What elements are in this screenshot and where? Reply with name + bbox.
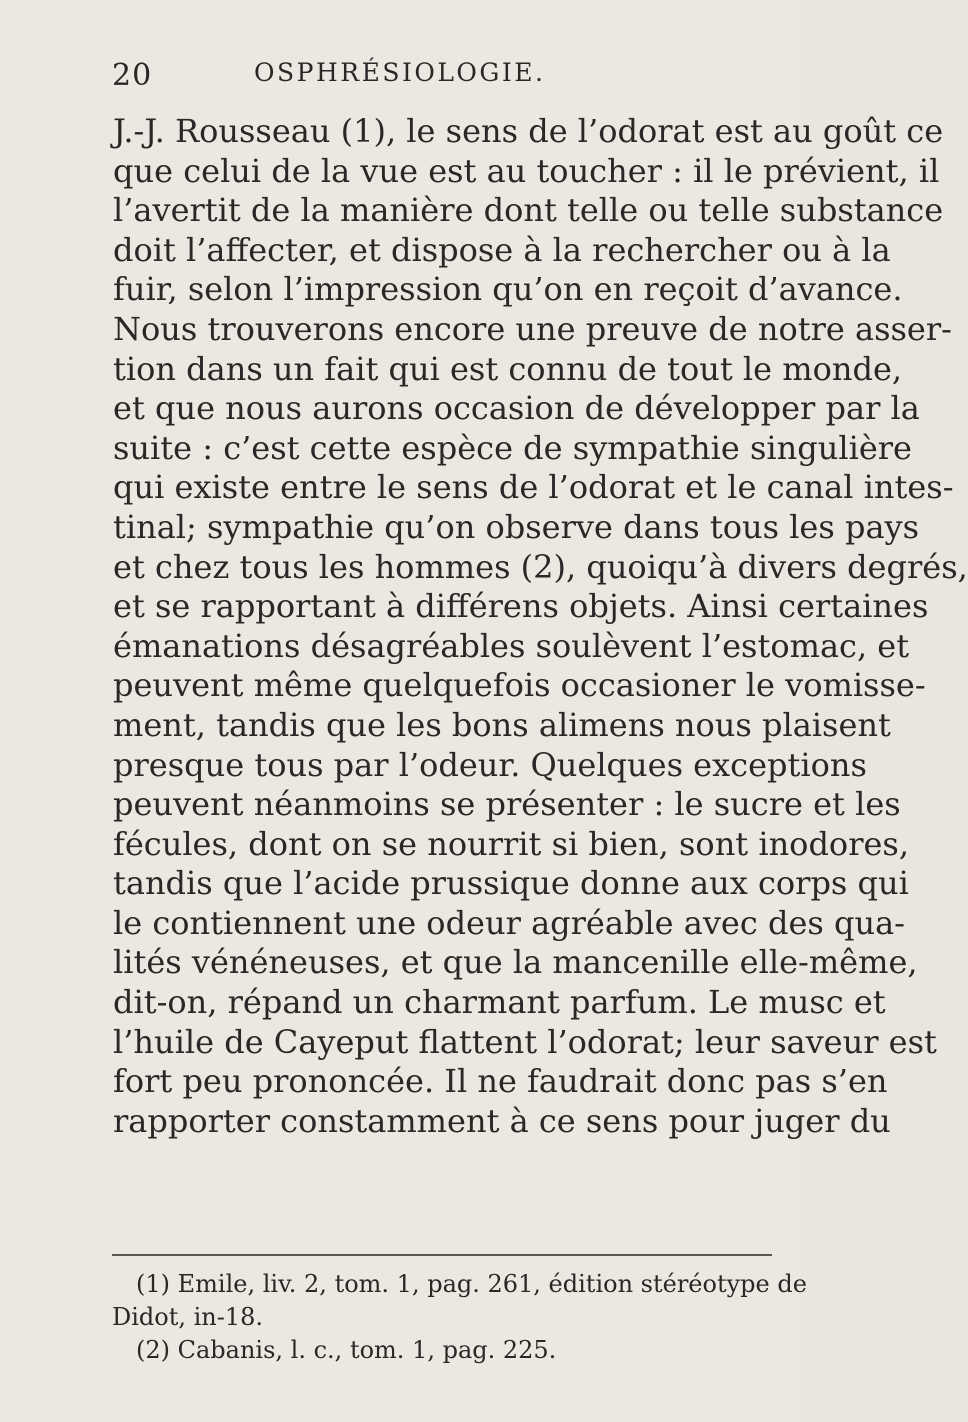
text-line: tandis que l’acide prussique donne aux corps qui — [113, 864, 909, 903]
text-line: Nous trouverons encore une preuve de notre asser- — [113, 309, 952, 348]
text-line: tion dans un fait qui est connu de tout le monde, — [113, 349, 903, 388]
text-line: et que nous aurons occasion de développer par la — [113, 389, 920, 428]
page-number: 20 — [112, 58, 153, 93]
text-line: fécules, dont on se nourrit si bien, sont inodores, — [113, 824, 910, 863]
text-line: qui existe entre le sens de l’odorat et le canal intes- — [113, 468, 954, 507]
text-line: ment, tandis que les bons alimens nous plaisent — [113, 705, 891, 744]
footnote-1-continuation: Didot, in-18. — [112, 1303, 264, 1331]
text-line: l’avertit de la manière dont telle ou telle substance — [113, 191, 944, 230]
text-line: fuir, selon l’impression qu’on en reçoit d’avance. — [113, 270, 903, 309]
text-line: suite : c’est cette espèce de sympathie singulière — [113, 428, 912, 467]
text-line: et se rapportant à différens objets. Ainsi certaines — [113, 587, 929, 626]
text-line: peuvent néanmoins se présenter : le sucre et les — [113, 785, 901, 824]
text-line: presque tous par l’odeur. Quelques exceptions — [113, 745, 867, 784]
body-text — [113, 112, 968, 1141]
text-line: lités vénéneuses, et que la mancenille elle-même, — [113, 943, 918, 982]
text-line: et chez tous les hommes (2), quoiqu’à divers degrés, — [113, 547, 968, 586]
text-line: l’huile de Cayeput flattent l’odorat; leur saveur est — [113, 1022, 937, 1061]
text-line: émanations désagréables soulèvent l’estomac, et — [113, 626, 910, 665]
text-line: J.-J. Rousseau (1), le sens de l’odorat est au goût ce — [113, 112, 944, 150]
text-line: dit-on, répand un charmant parfum. Le musc et — [113, 983, 886, 1022]
footnote-2: (2) Cabanis, l. c., tom. 1, pag. 225. — [136, 1336, 557, 1364]
footnote-rule — [112, 1254, 772, 1256]
running-title: OSPHRÉSIOLOGIE. — [254, 58, 546, 87]
text-line: tinal; sympathie qu’on observe dans tous les pays — [113, 507, 920, 546]
text-line: peuvent même quelquefois occasioner le vomisse- — [113, 666, 926, 705]
text-line: que celui de la vue est au toucher : il le prévient, il — [113, 151, 940, 190]
footnote-1: (1) Emile, liv. 2, tom. 1, pag. 261, édition stéréotype de — [136, 1270, 807, 1298]
text-line: rapporter constamment à ce sens pour juger du — [113, 1101, 891, 1140]
footnotes — [112, 1268, 807, 1367]
text-line: fort peu prononcée. Il ne faudrait donc pas s’en — [113, 1062, 888, 1101]
text-line: le contiennent une odeur agréable avec des qua- — [113, 903, 905, 942]
text-line: doit l’affecter, et dispose à la rechercher ou à la — [113, 230, 891, 269]
